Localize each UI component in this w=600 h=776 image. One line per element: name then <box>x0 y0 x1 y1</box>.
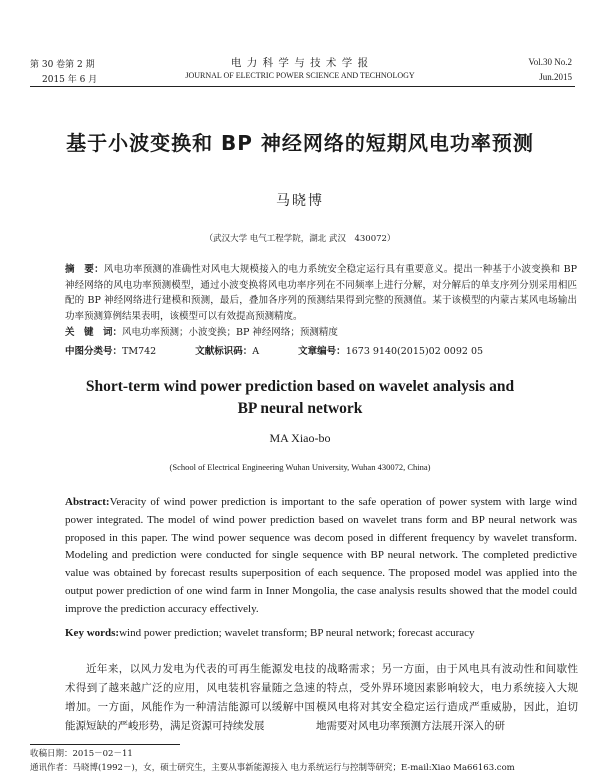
clc-label: 中图分类号： <box>65 346 123 357</box>
journal-name-cn: 电 力 科 学 与 技 术 学 报 <box>230 57 370 69</box>
title-en-line1: Short-term wind power prediction based on wavelet analysis and <box>85 378 515 395</box>
article-number-label: 文章编号： <box>298 346 346 357</box>
keywords-en-label: Key words: <box>65 627 120 639</box>
keywords-en-text: wind power prediction; wavelet transform; BP neural network; forecast accuracy <box>119 627 475 639</box>
author-cn: 马晓博 <box>276 193 324 209</box>
affiliation-cn: （武汉大学 电气工程学院，湖北 武汉 430072） <box>204 234 396 244</box>
header-rule <box>30 86 575 87</box>
title-cn: 基于小波变换和 BP 神经网络的短期风电功率预测 <box>66 131 534 155</box>
classification-row <box>65 343 585 357</box>
body-column-right: 的战略需求；另一方面，由于风电具有波动性和间歇性的特点，受外界环境因素影响较大，电力系统接入大规模风电将对其安全稳定运行造成严重威胁，因此，迫切地需要对风电功率预测方法展开深入的研 <box>316 663 578 732</box>
journal-name-en: JOURNAL OF ELECTRIC POWER SCIENCE AND TECHNOLOGY <box>185 71 415 80</box>
footnote-bio: 通讯作者：马晓博(1992－)，女，硕士研究生，主要从事新能源接入 电力系统运行与控制等研究；E-mail:Xiao Ma66163.com <box>30 763 515 773</box>
footnote-received: 收稿日期：2015－02－11 <box>30 749 133 759</box>
abstract-en <box>65 494 577 619</box>
affiliation-en: (School of Electrical Engineering Wuhan University, Wuhan 430072, China) <box>169 462 431 472</box>
title-en <box>0 376 600 420</box>
keywords-en <box>65 627 577 639</box>
doc-code-label: 文献标识码： <box>195 346 253 357</box>
title-en-line2: BP neural network <box>237 400 363 417</box>
keywords-cn-text: 风电功率预测；小波变换；BP 神经网络；预测精度 <box>122 327 338 338</box>
abstract-en-label: Abstract: <box>65 496 110 508</box>
keywords-cn-label: 关 键 词： <box>65 327 123 338</box>
abstract-cn-label: 摘 要： <box>65 264 104 275</box>
header-volume-cn: 第 30 卷第 2 期 <box>30 60 95 70</box>
header-volume-en: Vol.30 No.2 <box>528 57 572 67</box>
body-column-left: 近年来，以风力发电为代表的可再生能源发电技术得到了越来越广泛的应用，风电装机容量随之急速增加。一方面，风能作为一种清洁能源可以缓解中国能源短缺的严峻形势，满足资源可持续发展 <box>65 663 315 732</box>
header-date-en: Jun.2015 <box>539 72 572 82</box>
keywords-cn <box>65 325 577 340</box>
abstract-cn-text: 风电功率预测的准确性对风电大规模接入的电力系统安全稳定运行具有重要意义。提出一种基于小波变换和 BP 神经网络的风电功率预测模型，通过小波变换将风电功率序列在不同频率上进行分解，对分解后的单支序列分别采用相匹配的 BP 神经网络进行建模和预测，最后，叠加各序列的预测结果得到完整的预测值。某于该模型的内蒙古某风电场输出功率预测算例结果表明，该模型可以有效提高预测精度。 <box>65 264 577 322</box>
abstract-cn <box>65 262 577 324</box>
abstract-en-text: Veracity of wind power prediction is important to the safe operation of power system with large wind power integrated. The model of wind power prediction based on wavelet trans form and BP neural network was proposed in this paper. The wind power sequence was decom posed in different frequency by wavelet transform. Modeling and prediction were conducted for single sequence with BP neural network. The completed predictive value was obtained by forecast results superposition of each sequence. The proposed model was applied into the output power prediction of one wind farm in Inner Mongolia, the case analysis results showed that the model could improve the prediction accuracy effectively. <box>65 496 577 615</box>
author-en: MA Xiao-bo <box>269 431 331 445</box>
doc-code-value: A <box>252 346 260 357</box>
header-date-cn: 2015 年 6 月 <box>42 75 98 85</box>
article-number-value: 1673 9140(2015)02 0092 05 <box>345 346 484 357</box>
footnote-rule <box>30 744 180 745</box>
clc-value: TM742 <box>122 346 157 357</box>
